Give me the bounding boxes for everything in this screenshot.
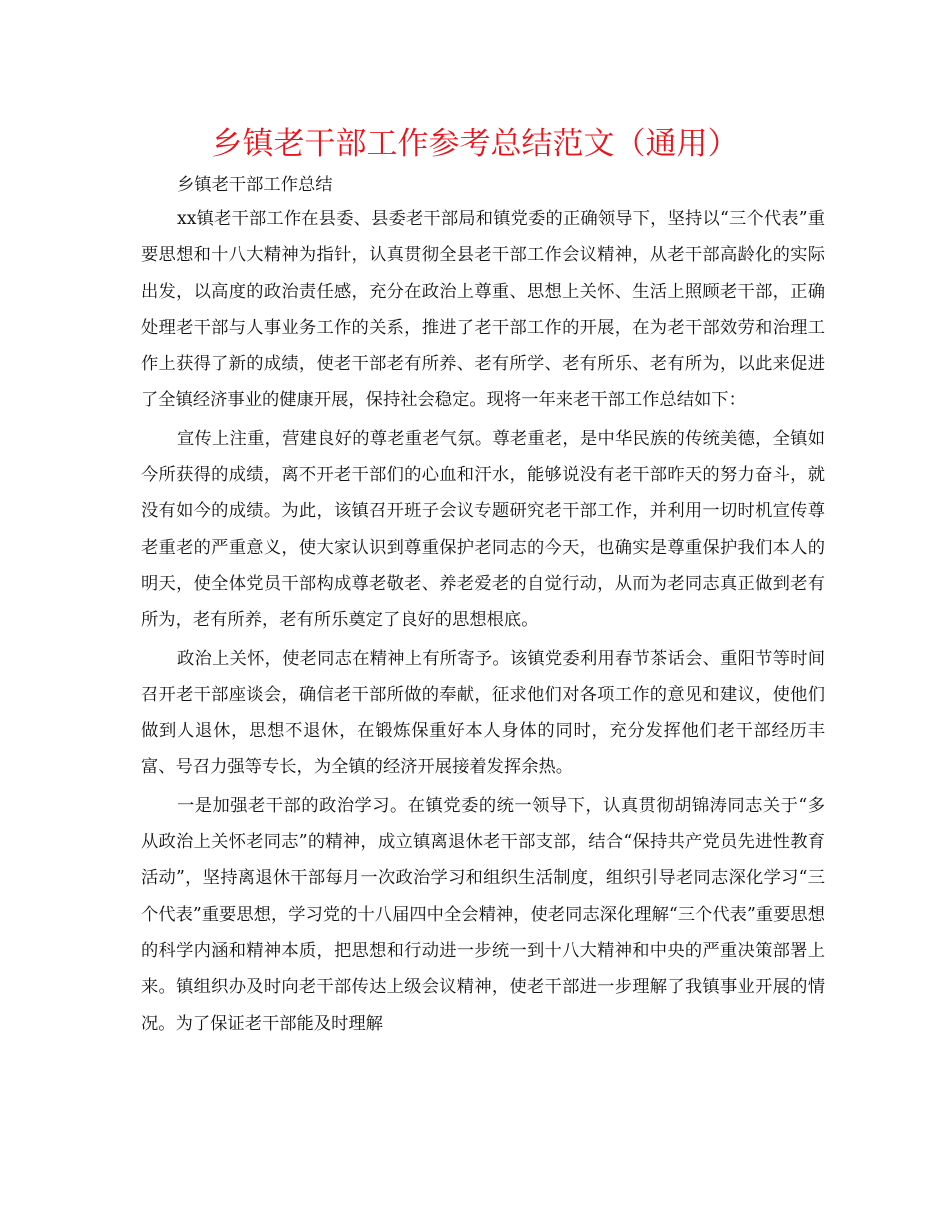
paragraph-publicity: 宣传上注重，营建良好的尊老重老气氛。尊老重老，是中华民族的传统美德，全镇如今所获得的成绩，离不开老干部们的心血和汗水，能够说没有老干部昨天的努力奋斗，就没有如今的成绩。为此，该镇召开班子会议专题研究老干部工作，并利用一切时机宣传尊老重老的严重意义，使大家认识到尊重保护老同志的今天，也确实是尊重保护我们本人的明天，使全体党员干部构成尊老敬老、养老爱老的自觉行动，从而为老同志真正做到老有所为，老有所养，老有所乐奠定了良好的思想根底。 (141, 428, 825, 631)
paragraph-political-care: 政治上关怀，使老同志在精神上有所寄予。该镇党委利用春节茶话会、重阳节等时间召开老干部座谈会，确信老干部所做的奉献，征求他们对各项工作的意见和建议，使他们做到人退休，思想不退休，在锻炼保重好本人身体的同时，充分发挥他们老干部经历丰富、号召力强等专长，为全镇的经济开展接着发挥余热。 (141, 648, 825, 778)
document-subtitle: 乡镇老干部工作总结 (177, 175, 333, 195)
document-body (141, 167, 825, 1042)
paragraph-political-study: 一是加强老干部的政治学习。在镇党委的统一领导下，认真贯彻胡锦涛同志关于“多从政治上关怀老同志”的精神，成立镇离退休老干部支部，结合“保持共产党员先进性教育活动”，坚持离退休干部每月一次政治学习和组织生活制度，组织引导老同志深化学习“三个代表”重要思想，学习党的十八届四中全会精神，使老同志深化理解“三个代表”重要思想的科学内涵和精神本质，把思想和行动进一步统一到十八大精神和中央的严重决策部署上来。镇组织办及时向老干部传达上级会议精神，使老干部进一步理解了我镇事业开展的情况。为了保证老干部能及时理解 (141, 795, 825, 1034)
paragraph-intro: xx镇老干部工作在县委、县委老干部局和镇党委的正确领导下，坚持以“三个代表”重要思想和十八大精神为指针，认真贯彻全县老干部工作会议精神，从老干部高龄化的实际出发，以高度的政治责任感，充分在政治上尊重、思想上关怀、生活上照顾老干部，正确处理老干部与人事业务工作的关系，推进了老干部工作的开展，在为老干部效劳和治理工作上获得了新的成绩，使老干部老有所养、老有所学、老有所乐、老有所为，以此来促进了全镇经济事业的健康开展，保持社会稳定。现将一年来老干部工作总结如下： (141, 209, 825, 411)
document-title: 乡镇老干部工作参考总结范文（通用） (211, 126, 739, 162)
